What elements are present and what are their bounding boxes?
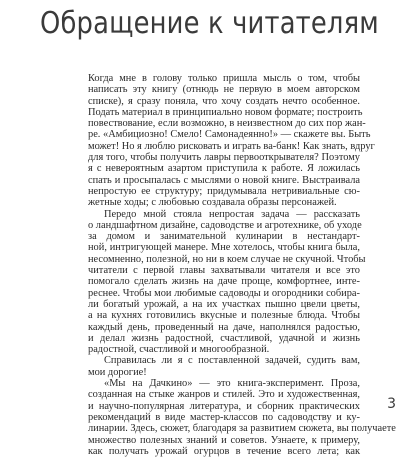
text-line: Когда мне в голову только пришла мысль о том, чтобы xyxy=(88,73,360,84)
text-line: написать эту книгу (отнюдь не первую в моем авторском xyxy=(88,84,360,96)
text-line: для того, чтобы получить лавры первооткрывателя? Поэтому xyxy=(88,152,360,164)
text-line: и научно-популярная литература, и сборник практических xyxy=(88,400,360,412)
text-line: каждый день, проведенный на даче, наполнялся радостью, xyxy=(88,321,360,333)
text-line: радостной, счастливой и многообразной. xyxy=(88,344,270,356)
text-line: как получать урожай огурцов в течение всего лета; как xyxy=(88,445,360,457)
text-line: множество полезных знаний и советов. Узнаете, к примеру, xyxy=(88,434,360,446)
text-line: помогало сделать жизнь на даче проще, комфортнее, инте- xyxy=(88,276,360,288)
text-line: непростую ее структуру; придумывала нетривиальные сю- xyxy=(88,185,360,197)
text-line: «Мы на Дачкино» — это книга-эксперимент. Проза, xyxy=(104,378,360,390)
text-line: Передо мной стояла непростая задача — рассказать xyxy=(104,208,360,220)
text-line: мои дорогие! xyxy=(88,366,147,378)
text-line: ной, интригующей манере. Мне хотелось, чтобы книга была, xyxy=(88,242,360,254)
text-line: ре. «Амбициозно! Смело! Самонадеянно!» — скажете вы. Быть xyxy=(88,129,371,141)
text-line: я с невероятным азартом приступила к работе. Я ложилась xyxy=(88,163,360,175)
text-line: несомненно, полезной, но ни в коем случае не скучной. Чтобы xyxy=(88,253,366,265)
text-line: о ландшафтном дизайне, садоводстве и агротехнике, об уходе xyxy=(88,219,362,231)
text-line: списке), я сразу поняла, что хочу создать нечто особенное. xyxy=(88,95,360,107)
text-line: созданная на стыке жанров и стилей. Это и художественная, xyxy=(88,389,360,401)
text-line: спать и просыпалась с мыслями о новой книге. Выстраивала xyxy=(88,174,360,186)
text-line: рекомендаций в виде мастер-классов по садоводству и ку- xyxy=(88,411,360,423)
text-line: за домом и занимательной кулинарии в нестандарт- xyxy=(88,231,360,243)
page-number: 3 xyxy=(387,396,396,412)
text-line: линарии. Здесь, сюжет, благодаря за развитием сюжета, вы получаете xyxy=(88,423,396,435)
chapter-title: Обращение к читателям xyxy=(40,6,379,41)
text-line: и делал жизнь радостной, счастливой, удачной и жизнь xyxy=(88,332,360,344)
text-line: ли богатый урожай, а на их участках пышно цвели цветы, xyxy=(88,298,360,310)
text-line: а на кухнях готовились вкусные и полезные блюда. Чтобы xyxy=(88,310,360,322)
text-line: реснее. Чтобы мои любимые садоводы и огородники собира- xyxy=(88,287,360,299)
text-line: читатели с первой главы захватывали читателя и все это xyxy=(88,265,360,277)
text-line: жетные ходы; с любовью создавала образы персонажей. xyxy=(88,197,337,209)
text-line: Подать материал в принципиально новом формате; построить xyxy=(88,106,363,118)
body-text xyxy=(88,73,396,457)
text-line: повествование, если возможно, в неизвестном до сих пор жан- xyxy=(88,118,366,130)
text-line: Справилась ли я с поставленной задачей, судить вам, xyxy=(104,355,360,367)
text-line: может! Но я люблю рисковать и играть ва-банк! Как знать, вдруг xyxy=(88,140,375,152)
